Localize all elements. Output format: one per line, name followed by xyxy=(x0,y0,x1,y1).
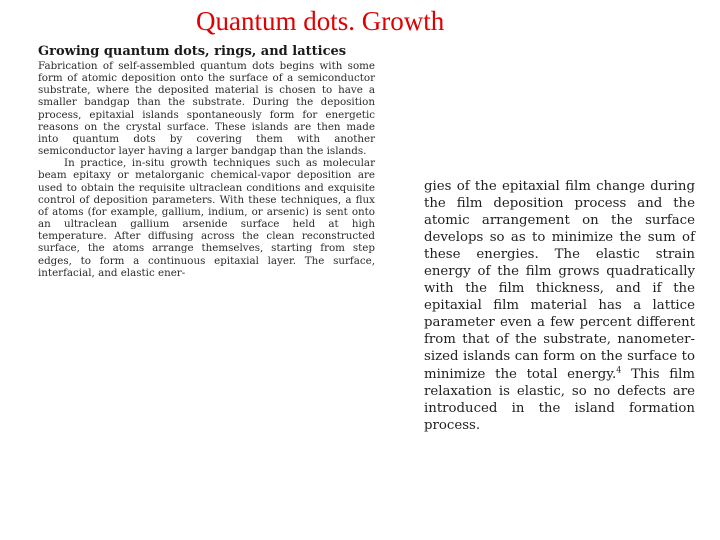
paragraph-in-practice: In practice, in-situ growth techniques such as molecular beam epitaxy or metalorganic chemical-vapor deposition are used to obtain the requisite ultraclean conditions and exquisite control of deposition parameters. With these techniques, a flux of atoms (for example, gallium, indium, or arsenic) is sent onto an ultraclean gallium arsenide surface held at high temperature. After diffusing across the clean reconstructed surface, the atoms arrange themselves, starting from step edges, to form a continuous epitaxial layer. The surface, interfacial, and elastic ener- xyxy=(38,157,375,279)
article-right-column xyxy=(424,178,695,434)
reference-mark: 4 xyxy=(616,365,622,375)
paragraph-continuation xyxy=(424,178,695,434)
continuation-text: gies of the epitaxial film change during the film deposition process and the atomic arrangement on the surface develops so as to minimize the sum of these energies. The elastic strain energy of the film grows quadratically with the film thickness, and if the epitaxial film material has a lattice parameter even a few percent different from that of the substrate, nanometer-sized islands can form on the surface to minimize the total energy. xyxy=(424,179,695,382)
section-heading: Growing quantum dots, rings, and lattices xyxy=(38,44,347,59)
slide-title: Quantum dots. Growth xyxy=(196,6,445,36)
article-left-column xyxy=(38,44,375,279)
paragraph-fabrication: Fabrication of self-assembled quantum dots begins with some form of atomic deposition onto the surface of a semiconductor substrate, where the deposited material is chosen to have a smaller bandgap than the substrate. During the deposition process, epitaxial islands spontaneously form for energetic reasons on the crystal surface. These islands are then made into quantum dots by covering them with another semiconductor layer having a larger bandgap than the islands. xyxy=(38,60,375,158)
continuation-end-text: This film relaxation is elastic, so no defects are introduced in the island formation process. xyxy=(424,366,695,433)
